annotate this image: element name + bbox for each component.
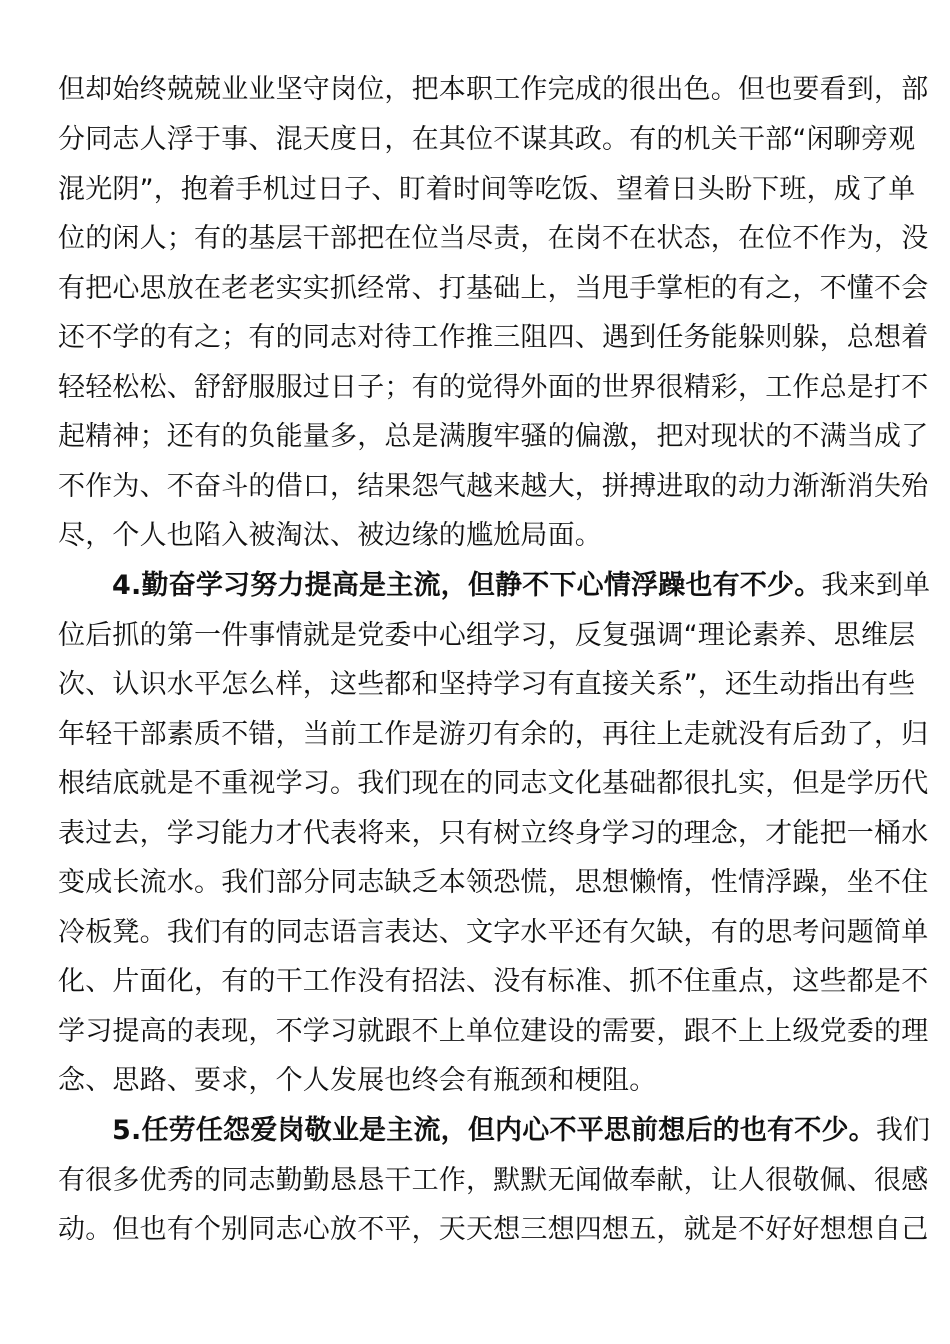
body-line: 还不学的有之；有的同志对待工作推三阻四、遇到任务能躲则躲，总想着 <box>58 322 929 353</box>
section-4-heading-line <box>112 566 931 606</box>
body-line: 动。但也有个别同志心放不平，天天想三想四想五，就是不好好想想自己 <box>58 1214 929 1245</box>
section-5-heading: 5.任劳任怨爱岗敬业是主流，但内心不平思前想后的也有不少。 <box>112 1115 876 1146</box>
section-4-heading: 4.勤奋学习努力提高是主流，但静不下心情浮躁也有不少。 <box>112 570 822 601</box>
body-line: 起精神；还有的负能量多，总是满腹牢骚的偏激，把对现状的不满当成了 <box>58 421 929 452</box>
body-line: 根结底就是不重视学习。我们现在的同志文化基础都很扎实，但是学历代 <box>58 768 929 799</box>
body-line: 念、思路、要求，个人发展也终会有瓶颈和梗阻。 <box>58 1065 657 1096</box>
body-line: 冷板凳。我们有的同志语言表达、文字水平还有欠缺，有的思考问题简单 <box>58 917 929 948</box>
body-text: 我们 <box>875 1115 931 1146</box>
body-line: 化、片面化，有的干工作没有招法、没有标准、抓不住重点，这些都是不 <box>58 966 929 997</box>
body-line: 年轻干部素质不错，当前工作是游刃有余的，再往上走就没有后劲了，归 <box>58 719 929 750</box>
body-line: 有很多优秀的同志勤勤恳恳干工作，默默无闻做奉献，让人很敬佩、很感 <box>58 1165 929 1196</box>
body-line: 表过去，学习能力才代表将来，只有树立终身学习的理念，才能把一桶水 <box>58 818 929 849</box>
body-line: 尽，个人也陷入被淘汰、被边缘的尴尬局面。 <box>58 520 602 551</box>
body-line: 次、认识水平怎么样，这些都和坚持学习有直接关系”，还生动指出有些 <box>58 669 916 700</box>
body-line: 分同志人浮于事、混天度日，在其位不谋其政。有的机关干部“闲聊旁观 <box>58 124 916 155</box>
body-line: 但却始终兢兢业业坚守岗位，把本职工作完成的很出色。但也要看到，部 <box>58 74 929 105</box>
body-line: 不作为、不奋斗的借口，结果怨气越来越大，拼搏进取的动力渐渐消失殆 <box>58 471 929 502</box>
body-line: 位后抓的第一件事情就是党委中心组学习，反复强调“理论素养、思维层 <box>58 620 916 651</box>
body-line: 学习提高的表现，不学习就跟不上单位建设的需要，跟不上上级党委的理 <box>58 1016 929 1047</box>
body-line: 变成长流水。我们部分同志缺乏本领恐慌，思想懒惰，性情浮躁，坐不住 <box>58 867 929 898</box>
body-line: 有把心思放在老老实实抓经常、打基础上，当甩手掌柜的有之，不懂不会 <box>58 273 929 304</box>
body-line: 混光阴”，抱着手机过日子、盯着时间等吃饭、望着日头盼下班，成了单 <box>58 174 916 205</box>
body-line: 轻轻松松、舒舒服服过日子；有的觉得外面的世界很精彩，工作总是打不 <box>58 372 929 403</box>
section-5-heading-line <box>112 1111 931 1151</box>
body-line: 位的闲人；有的基层干部把在位当尽责，在岗不在状态，在位不作为，没 <box>58 223 929 254</box>
body-text: 我来到单 <box>821 570 931 601</box>
